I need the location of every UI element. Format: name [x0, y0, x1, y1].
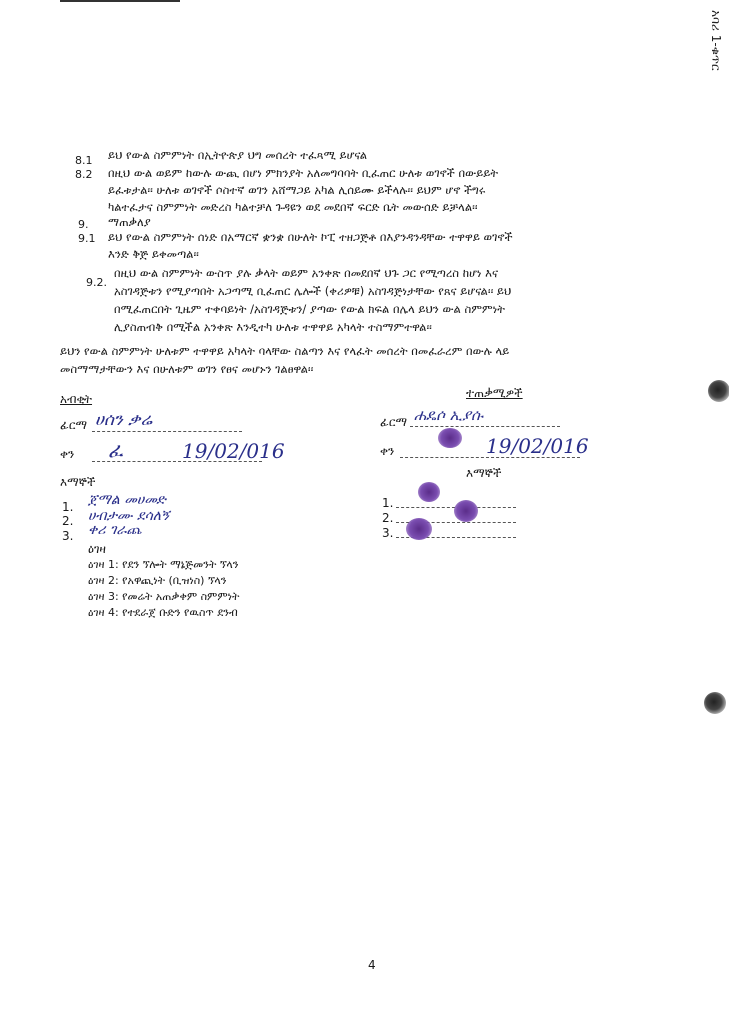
witness-signature: ቀሪ ገራጨ: [88, 522, 142, 538]
witness-signature: ሀብታሙ ደሳለኝ: [88, 508, 170, 524]
witness-number: 1.: [382, 496, 394, 510]
punch-hole: [704, 692, 726, 714]
section-line: እንድ ቅጅ ይቀመጣል፡፡: [108, 247, 199, 261]
witness-signature: ጀማል መሀመድ: [88, 492, 166, 508]
right-date: 19/02/016: [486, 434, 589, 458]
right-date-label: ቀን: [380, 444, 395, 458]
section-number: 9.: [78, 218, 89, 231]
left-date: 19/02/016: [182, 439, 285, 463]
top-edge-line: [60, 0, 180, 2]
signature-line: [92, 430, 242, 432]
thumbprint-stamp: [438, 428, 462, 448]
section-line: በዚህ ውል ስምምነት ውስጥ ያሉ ቃላት ወይም አንቀጽ በመደበኛ ህጉ ጋር የሚጣረስ ከሆነ እና: [114, 266, 499, 280]
right-signature-label: ፊርማ: [380, 415, 408, 429]
left-witnesses-heading: እማኞች: [60, 475, 96, 489]
date-line: [400, 456, 580, 458]
section-line: ካልተፈታና ስምምነት መድረስ ካልተቻለ ጉዳዩን ወደ መደበኛ ፍርድ ቤት መውሰድ ይቻላል፡፡: [108, 200, 478, 214]
left-party-heading: አብቂት: [60, 392, 93, 406]
attachment-item: ዕገዛ 4: የተደራጀ ቡድን የዉስጥ ደንብ: [88, 606, 238, 619]
section-number: 9.1: [78, 232, 96, 245]
attachments-heading: ዕገዛ: [88, 542, 106, 556]
section-line: ይፈቱታል፡፡ ሁለቱ ወገኖች ሶስተኛ ወገን አሸማጋይ አካል ሊሰይሙ ይችላሉ፡፡ ይህም ሆኖ ችግሩ: [108, 183, 486, 197]
attachment-item: ዕገዛ 2: የአዋጪነት (ቢዝነስ) ኘላን: [88, 574, 227, 587]
closing-line: መስማማታቸውን እና በሁለቱም ወገን የፀና መሆኑን ገልፀዋል፡፡: [60, 362, 314, 376]
witness-number: 3.: [382, 526, 394, 540]
thumbprint-stamp: [454, 500, 478, 522]
thumbprint-stamp: [418, 482, 440, 502]
page-number: 4: [368, 958, 376, 972]
thumbprint-stamp: [406, 518, 432, 540]
right-party-heading: ተጠቃሚዎች: [466, 386, 523, 400]
closing-line: ይህን የውል ስምምነት ሁለቱም ተዋዋይ አካላት ባላቸው ስልጣን እና የላፈት መሰረት በመፈራረም በውሉ ላይ: [60, 344, 510, 358]
witness-number: 2.: [382, 511, 394, 525]
left-date-mark: ፈ: [108, 438, 124, 462]
attachment-item: ዕገዛ 1: የደን ኘሎት ማኔጅመንት ኘላን: [88, 558, 239, 571]
witness-number: 2.: [62, 514, 74, 528]
left-date-label: ቀን: [60, 447, 75, 461]
witness-number: 1.: [62, 500, 74, 514]
marginal-note: አባሪ 1-ቁጥር: [709, 10, 723, 71]
right-signature: ሐዴሶ ኢያሱ: [414, 406, 484, 424]
left-signature-label: ፊርማ: [60, 418, 88, 432]
right-witnesses-heading: እማኞች: [466, 466, 502, 480]
punch-hole: [708, 380, 729, 402]
section-number: 9.2.: [86, 276, 107, 289]
witness-number: 3.: [62, 529, 74, 543]
date-line: [92, 460, 262, 462]
section-heading: ማጠቃለያ: [108, 215, 151, 229]
attachment-item: ዕገዛ 3: የመሬት አጠቃቀም ስምምነት: [88, 590, 240, 603]
section-line: ሊያስጠብቅ በሚችል አንቀጽ እንዲተካ ሁለቱ ተዋዋይ አካላት ተስማምተዋል፡፡: [114, 320, 432, 334]
section-line: አስገዳጅቱን የሚያጣበት አጋጣሚ ቢፈጠር ሌሎች (ቀሪዎቹ) አስገዳጅነታቸው የጸና ይሆናል፡፡ ይህ: [114, 284, 512, 298]
section-number: 8.1: [75, 154, 93, 167]
section-line: በሚፈጠርበት ጊዜም ተቀባይነት /አስገዳጅቱን/ ያጣው የውል ክፍል በሌላ ይህን ውል ስምምነት: [114, 302, 506, 316]
section-number: 8.2: [75, 168, 93, 181]
section-line: በዚህ ውል ወይም ከውሉ ውጪ በሆነ ምክንያት አለመግባባት ቢፈጠር ሁለቱ ወገኖች በውይይት: [108, 166, 499, 180]
section-text: ይህ የውል ስምምነት በኢትዮጵያ ህግ መሰረት ተፈጻሚ ይሆናል: [108, 148, 368, 162]
section-line: ይህ የውል ስምምነት ሰነድ በአማርኛ ቋንቋ በሁለት ኮፒ ተዘጋጅቶ በእያንዳንዳቸው ተዋዋይ ወገኖች: [108, 230, 513, 244]
left-signature: ሀሰን ቃሬ: [95, 410, 153, 430]
signature-line: [410, 425, 560, 427]
